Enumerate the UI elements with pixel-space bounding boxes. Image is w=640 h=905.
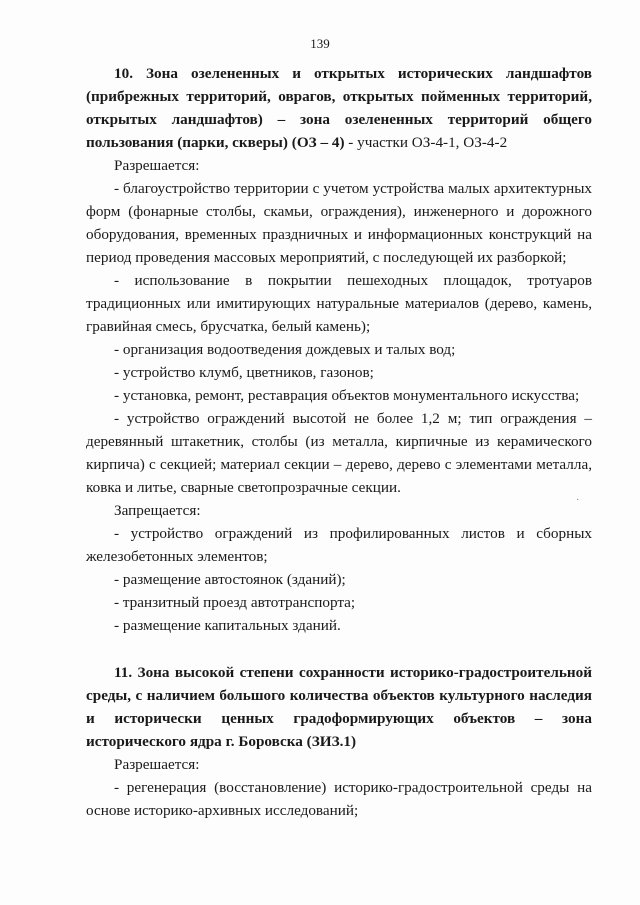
section-11-heading: 11. Зона высокой степени сохранности историко-градостроительной среды, с наличием большого количества объектов культурного наследия и исторически ценных градоформирующих объектов – зона исторического ядра г. Боровска (ЗИЗ.1) <box>86 664 592 750</box>
section-10-heading-tail: - участки ОЗ-4-1, ОЗ-4-2 <box>344 134 508 151</box>
section-10-allowed-item: - использование в покрытии пешеходных площадок, тротуаров традиционных или имитирующих натуральные материалов (дерево, камень, гравийная смесь, брусчатка, белый камень); <box>86 272 592 335</box>
section-10-heading <box>86 62 592 154</box>
scan-speck: · <box>576 495 580 506</box>
section-11-allowed-item: - регенерация (восстановление) историко-градостроительной среды на основе историко-архивных исследований; <box>86 779 592 819</box>
section-10-allowed-label: Разрешается: <box>114 157 200 174</box>
section-10-allowed-item: - установка, ремонт, реставрация объектов монументального искусства; <box>114 387 580 404</box>
section-10-forbidden-item: - устройство ограждений из профилированных листов и сборных железобетонных элементов; <box>86 525 592 565</box>
page-number: 139 <box>310 36 330 51</box>
page-body <box>86 62 592 822</box>
section-10-forbidden-label: Запрещается: <box>114 502 201 519</box>
section-10-heading-bold: 10. Зона озелененных и открытых исторических ландшафтов (прибрежных территорий, оврагов, открытых пойменных территорий, открытых ландшафтов) – зона озелененных территорий общего пользования (парки, скверы) (ОЗ – 4) <box>86 65 592 151</box>
section-10-forbidden-item: - размещение капитальных зданий. <box>114 617 341 634</box>
section-10-forbidden-item: - размещение автостоянок (зданий); <box>114 571 346 588</box>
section-10-allowed-item: - благоустройство территории с учетом устройства малых архитектурных форм (фонарные столбы, скамьи, ограждения), инженерного и дорожного оборудования, временных праздничных и информационных конструкций на период проведения массовых мероприятий, с последующей их разборкой; <box>86 180 592 266</box>
section-10-allowed-item: - организация водоотведения дождевых и талых вод; <box>114 341 456 358</box>
section-11-allowed-label: Разрешается: <box>114 756 200 773</box>
section-10-allowed-item: - устройство клумб, цветников, газонов; <box>114 364 374 381</box>
section-10-forbidden-item: - транзитный проезд автотранспорта; <box>114 594 356 611</box>
section-spacer <box>86 637 592 661</box>
section-10-allowed-item: - устройство ограждений высотой не более 1,2 м; тип ограждения – деревянный штакетник, столбы (из металла, кирпичные из керамического кирпича) с секцией; материал секции – дерево, дерево с элементами металла, ковка и литье, сварные светопрозрачные секции. <box>86 410 592 496</box>
